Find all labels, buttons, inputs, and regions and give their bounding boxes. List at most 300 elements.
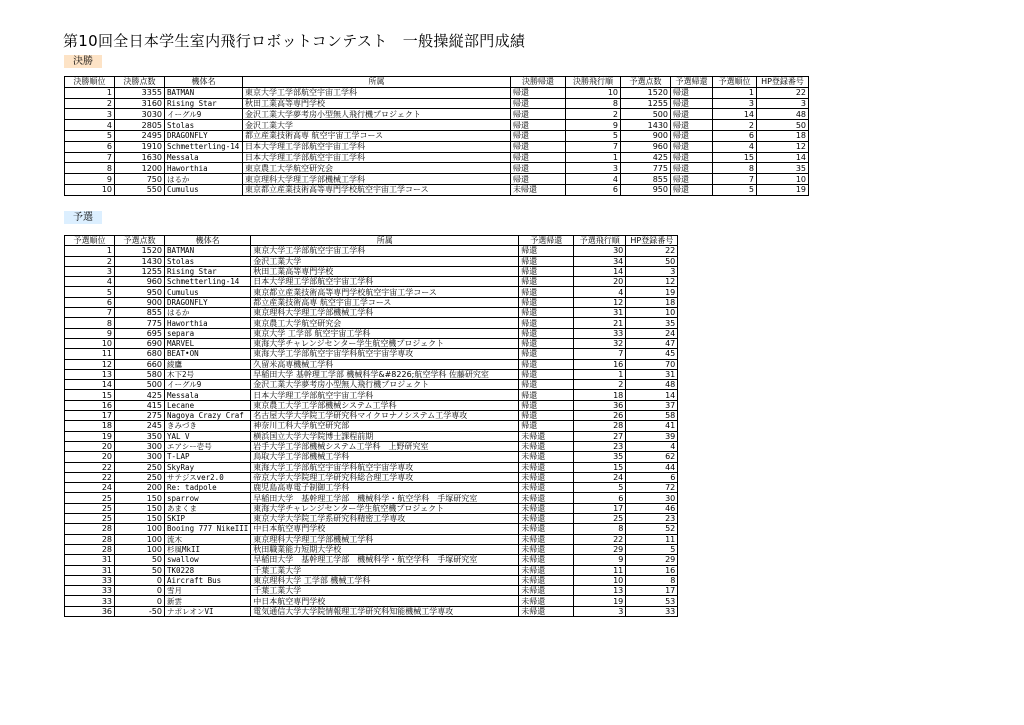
table-cell: YAL V (165, 431, 251, 441)
table-cell: BATMAN (165, 246, 251, 256)
table-row (65, 184, 809, 195)
table-cell: DRAGONFLY (165, 130, 243, 141)
final-header-cell: 決勝順位 (65, 77, 115, 88)
table-cell: 8 (65, 163, 115, 174)
table-cell: 14 (65, 380, 115, 390)
table-row (65, 287, 678, 297)
table-row (65, 606, 678, 616)
table-cell: T-LAP (165, 452, 251, 462)
table-cell: 50 (757, 120, 809, 131)
table-cell: 32 (574, 338, 626, 348)
table-cell: 100 (115, 544, 165, 554)
prelim-header-row (65, 236, 678, 246)
table-cell: 10 (626, 308, 678, 318)
table-cell: 東海大学チャレンジセンター学生航空機プロジェクト (251, 338, 519, 348)
table-cell: Stolas (165, 256, 251, 266)
table-cell: Booing 777 NikeIII (165, 524, 251, 534)
table-cell: 9 (65, 174, 115, 185)
table-cell: 48 (757, 109, 809, 120)
table-cell: 帰還 (511, 163, 566, 174)
table-cell: 1255 (115, 266, 165, 276)
table-cell: 50 (115, 565, 165, 575)
table-cell: 1255 (621, 98, 671, 109)
table-cell: 東京農工大学工学部機械システム工学科 (251, 400, 519, 410)
table-cell: 18 (626, 297, 678, 307)
table-cell: 20 (65, 452, 115, 462)
table-cell: 17 (574, 503, 626, 513)
table-row (65, 308, 678, 318)
table-cell: 22 (757, 87, 809, 98)
table-cell: 帰還 (519, 338, 574, 348)
final-results-table (64, 76, 809, 196)
table-cell: 神奈川工科大学航空研究部 (251, 421, 519, 431)
table-row (65, 109, 809, 120)
table-cell: 300 (115, 452, 165, 462)
table-cell: 24 (626, 328, 678, 338)
table-cell: 10 (757, 174, 809, 185)
table-cell: 11 (626, 534, 678, 544)
table-cell: 未帰還 (519, 483, 574, 493)
table-row (65, 390, 678, 400)
table-cell: 28 (65, 534, 115, 544)
table-cell: 425 (621, 152, 671, 163)
table-cell: 雪月 (165, 586, 251, 596)
table-cell: 31 (574, 308, 626, 318)
table-cell: 7 (65, 308, 115, 318)
table-cell: 帰還 (519, 266, 574, 276)
table-cell: 帰還 (671, 109, 713, 120)
table-cell: 帰還 (519, 421, 574, 431)
table-cell: 1430 (621, 120, 671, 131)
table-cell: 250 (115, 462, 165, 472)
table-cell: 4 (566, 174, 621, 185)
table-cell: separa (165, 328, 251, 338)
table-cell: 5 (626, 544, 678, 554)
prelim-header-cell: 予選点数 (115, 236, 165, 246)
table-cell: SkyRay (165, 462, 251, 472)
table-cell: Re: tadpole (165, 483, 251, 493)
table-row (65, 524, 678, 534)
table-cell: 秋田工業高等専門学校 (251, 266, 519, 276)
table-cell: 1 (574, 369, 626, 379)
table-cell: 4 (65, 277, 115, 287)
table-cell: 150 (115, 514, 165, 524)
table-cell: 100 (115, 524, 165, 534)
table-cell: 帰還 (519, 318, 574, 328)
table-cell: 9 (65, 328, 115, 338)
table-cell: 30 (574, 246, 626, 256)
table-cell: 4 (574, 287, 626, 297)
table-cell: サテジスver2.0 (165, 472, 251, 482)
table-row (65, 493, 678, 503)
table-cell: SKIP (165, 514, 251, 524)
table-cell: 20 (65, 441, 115, 451)
table-row (65, 277, 678, 287)
table-cell: 855 (621, 174, 671, 185)
table-cell: 3 (566, 163, 621, 174)
table-cell: 東京理科大学理工学部機械工学科 (251, 534, 519, 544)
table-cell: 58 (626, 411, 678, 421)
table-cell: 28 (65, 544, 115, 554)
table-cell: 帰還 (511, 152, 566, 163)
table-cell: 未帰還 (519, 555, 574, 565)
table-row (65, 431, 678, 441)
table-cell: 帰還 (519, 297, 574, 307)
table-cell: 5 (65, 130, 115, 141)
table-cell: 695 (115, 328, 165, 338)
table-cell: 15 (713, 152, 757, 163)
table-cell: 横浜国立大学大学院博士課程前期 (251, 431, 519, 441)
table-cell: 12 (65, 359, 115, 369)
table-cell: 千葉工業大学 (251, 586, 519, 596)
final-header-cell: 所属 (243, 77, 511, 88)
table-cell: 580 (115, 369, 165, 379)
table-cell: 48 (626, 380, 678, 390)
table-cell: 2805 (115, 120, 165, 131)
table-cell: 10 (65, 184, 115, 195)
table-cell: 6 (566, 184, 621, 195)
table-cell: 855 (115, 308, 165, 318)
table-row (65, 544, 678, 554)
table-cell: 6 (713, 130, 757, 141)
table-cell: 帰還 (671, 98, 713, 109)
table-cell: 岩手大学工学部機械システム工学科 上野研究室 (251, 441, 519, 451)
table-cell: 帰還 (511, 174, 566, 185)
table-cell: 12 (574, 297, 626, 307)
table-cell: 10 (574, 575, 626, 585)
table-cell: 30 (626, 493, 678, 503)
table-cell: 帰還 (519, 246, 574, 256)
table-row (65, 266, 678, 276)
table-cell: 早稲田大学 基幹理工学部 機械科学・航空学科 手塚研究室 (251, 493, 519, 503)
table-cell: 帰還 (519, 411, 574, 421)
table-cell: Rising Star (165, 266, 251, 276)
table-cell: -50 (115, 606, 165, 616)
table-cell: 帰還 (511, 130, 566, 141)
table-cell: 東海大学チャレンジセンター学生航空機プロジェクト (251, 503, 519, 513)
table-cell: 6 (65, 297, 115, 307)
table-cell: 帰還 (519, 277, 574, 287)
table-cell: 金沢工業大学 (243, 120, 511, 131)
table-row (65, 359, 678, 369)
prelim-header-cell: 所属 (251, 236, 519, 246)
table-cell: 3 (757, 98, 809, 109)
table-cell: sparrow (165, 493, 251, 503)
table-cell: BATMAN (165, 87, 243, 98)
table-cell: 21 (574, 318, 626, 328)
table-cell: BEAT•ON (165, 349, 251, 359)
table-cell: 1200 (115, 163, 165, 174)
table-cell: 18 (574, 390, 626, 400)
table-cell: 6 (626, 472, 678, 482)
table-cell: 950 (621, 184, 671, 195)
table-cell: 13 (574, 586, 626, 596)
table-row (65, 174, 809, 185)
table-cell: 東京理科大学理工学部機械工学科 (243, 174, 511, 185)
table-row (65, 98, 809, 109)
table-cell: 帰還 (519, 287, 574, 297)
table-cell: 帰還 (519, 349, 574, 359)
table-cell: はるか (165, 308, 251, 318)
table-cell: 900 (621, 130, 671, 141)
table-cell: 19 (757, 184, 809, 195)
table-cell: 東京大学工学部航空宇宙工学科 (243, 87, 511, 98)
table-cell: 18 (65, 421, 115, 431)
table-cell: 24 (574, 472, 626, 482)
table-cell: 22 (65, 472, 115, 482)
table-cell: 18 (757, 130, 809, 141)
table-cell: 0 (115, 586, 165, 596)
table-cell: 44 (626, 462, 678, 472)
final-header-cell: 決勝帰還 (511, 77, 566, 88)
table-row (65, 87, 809, 98)
table-cell: 鳥取大学工学部機械工学科 (251, 452, 519, 462)
table-cell: 33 (65, 586, 115, 596)
table-cell: 775 (115, 318, 165, 328)
table-cell: 9 (574, 555, 626, 565)
table-cell: 帰還 (511, 141, 566, 152)
table-cell: 1520 (621, 87, 671, 98)
table-cell: 14 (757, 152, 809, 163)
table-cell: 12 (757, 141, 809, 152)
table-cell: 東海大学工学部航空宇宙学科航空宇宙学専攻 (251, 462, 519, 472)
table-cell: 6 (574, 493, 626, 503)
table-cell: 35 (757, 163, 809, 174)
table-cell: 27 (574, 431, 626, 441)
table-cell: 11 (574, 565, 626, 575)
table-row (65, 380, 678, 390)
table-cell: 4 (713, 141, 757, 152)
table-cell: 木下2号 (165, 369, 251, 379)
table-cell: 25 (65, 503, 115, 513)
table-row (65, 369, 678, 379)
table-row (65, 163, 809, 174)
table-row (65, 534, 678, 544)
table-cell: 72 (626, 483, 678, 493)
table-cell: 綾鷹 (165, 359, 251, 369)
table-cell: 17 (626, 586, 678, 596)
table-cell: 未帰還 (519, 606, 574, 616)
table-cell: 550 (115, 184, 165, 195)
table-cell: 帰還 (671, 120, 713, 131)
table-cell: 23 (626, 514, 678, 524)
table-cell: 15 (574, 462, 626, 472)
table-row (65, 152, 809, 163)
table-cell: Rising Star (165, 98, 243, 109)
table-cell: 4 (65, 120, 115, 131)
table-cell: MARVEL (165, 338, 251, 348)
table-cell: 新雲 (165, 596, 251, 606)
table-cell: 3 (65, 109, 115, 120)
table-cell: 53 (626, 596, 678, 606)
table-cell: 5 (566, 130, 621, 141)
table-cell: 70 (626, 359, 678, 369)
table-cell: 3030 (115, 109, 165, 120)
table-cell: 中日本航空専門学校 (251, 596, 519, 606)
prelim-section-label: 予選 (64, 211, 102, 224)
table-cell: 35 (574, 452, 626, 462)
table-cell: 帰還 (519, 390, 574, 400)
table-cell: 帰還 (519, 256, 574, 266)
table-cell: 24 (65, 483, 115, 493)
table-cell: イーグル9 (165, 380, 251, 390)
table-cell: 33 (626, 606, 678, 616)
table-cell: 久留米高専機械工学科 (251, 359, 519, 369)
table-cell: 中日本航空専門学校 (251, 524, 519, 534)
table-cell: 775 (621, 163, 671, 174)
table-row (65, 503, 678, 513)
table-cell: 660 (115, 359, 165, 369)
table-cell: 1 (566, 152, 621, 163)
table-cell: 8 (65, 318, 115, 328)
table-cell: 45 (626, 349, 678, 359)
table-cell: 流木 (165, 534, 251, 544)
table-row (65, 452, 678, 462)
table-cell: 1 (65, 87, 115, 98)
table-cell: 33 (574, 328, 626, 338)
table-cell: 275 (115, 411, 165, 421)
table-cell: 5 (713, 184, 757, 195)
table-cell: 39 (626, 431, 678, 441)
table-row (65, 575, 678, 585)
table-cell: 2 (65, 256, 115, 266)
table-cell: 未帰還 (519, 534, 574, 544)
table-cell: 未帰還 (519, 544, 574, 554)
table-cell: Lecane (165, 400, 251, 410)
table-cell: Schmetterling-14 (165, 277, 251, 287)
table-cell: 100 (115, 534, 165, 544)
table-cell: 23 (574, 441, 626, 451)
table-row (65, 555, 678, 565)
final-header-cell: 決勝飛行順 (566, 77, 621, 88)
table-cell: 5 (574, 483, 626, 493)
table-cell: 29 (574, 544, 626, 554)
table-cell: 22 (65, 462, 115, 472)
table-cell: 未帰還 (519, 431, 574, 441)
final-header-cell: 決勝点数 (115, 77, 165, 88)
table-cell: 千葉工業大学 (251, 565, 519, 575)
table-cell: 1630 (115, 152, 165, 163)
page-title: 第10回全日本学生室内飛行ロボットコンテスト 一般操縦部門成績 (63, 32, 526, 50)
table-row (65, 318, 678, 328)
table-cell: 41 (626, 421, 678, 431)
table-cell: 2 (65, 98, 115, 109)
table-row (65, 596, 678, 606)
table-cell: 62 (626, 452, 678, 462)
table-cell: 3355 (115, 87, 165, 98)
final-header-row (65, 77, 809, 88)
table-cell: 2 (566, 109, 621, 120)
table-cell: 日本大学理工学部航空宇宙工学科 (243, 152, 511, 163)
table-row (65, 483, 678, 493)
table-cell: 200 (115, 483, 165, 493)
table-cell: 11 (65, 349, 115, 359)
table-cell: 33 (65, 575, 115, 585)
table-cell: 25 (65, 493, 115, 503)
table-cell: きみづき (165, 421, 251, 431)
table-cell: 25 (574, 514, 626, 524)
table-cell: 金沢工業大学夢考房小型無人飛行機プロジェクト (243, 109, 511, 120)
table-cell: 17 (65, 411, 115, 421)
table-cell: 26 (574, 411, 626, 421)
table-cell: 7 (566, 141, 621, 152)
table-cell: 東京理科大学 工学部 機械工学科 (251, 575, 519, 585)
table-cell: 未帰還 (519, 452, 574, 462)
table-cell: Aircraft Bus (165, 575, 251, 585)
table-cell: 16 (626, 565, 678, 575)
table-cell: Messala (165, 152, 243, 163)
table-cell: 未帰還 (519, 472, 574, 482)
table-cell: 10 (566, 87, 621, 98)
prelim-header-cell: HP登録番号 (626, 236, 678, 246)
table-cell: 46 (626, 503, 678, 513)
table-cell: 14 (713, 109, 757, 120)
table-cell: 31 (65, 565, 115, 575)
table-cell: 16 (65, 400, 115, 410)
table-row (65, 297, 678, 307)
table-cell: 31 (626, 369, 678, 379)
table-row (65, 472, 678, 482)
table-cell: 帰還 (519, 359, 574, 369)
table-cell: 9 (566, 120, 621, 131)
final-header-cell: HP登録番号 (757, 77, 809, 88)
table-cell: 東京都立産業技術高等専門学校航空宇宙工学コース (251, 287, 519, 297)
table-cell: 早稲田大学 基幹理工学部 機械科学&#8226;航空学科 佐藤研究室 (251, 369, 519, 379)
table-cell: 未帰還 (519, 503, 574, 513)
table-cell: 帰還 (671, 130, 713, 141)
table-cell: 4 (626, 441, 678, 451)
table-cell: 425 (115, 390, 165, 400)
table-row (65, 256, 678, 266)
table-cell: 未帰還 (519, 462, 574, 472)
table-cell: 帰還 (671, 152, 713, 163)
table-cell: 未帰還 (519, 441, 574, 451)
table-cell: 33 (65, 596, 115, 606)
table-cell: 東京農工大学航空研究会 (243, 163, 511, 174)
table-cell: あまくま (165, 503, 251, 513)
table-cell: Haworthia (165, 318, 251, 328)
table-cell: 8 (626, 575, 678, 585)
table-cell: 16 (574, 359, 626, 369)
table-cell: 150 (115, 503, 165, 513)
table-row (65, 246, 678, 256)
table-cell: 8 (566, 98, 621, 109)
table-cell: 680 (115, 349, 165, 359)
table-row (65, 586, 678, 596)
table-cell: 都立産業技術高専 航空宇宙工学コース (251, 297, 519, 307)
table-cell: 帰還 (511, 98, 566, 109)
table-cell: 秋田職業能力短期大学校 (251, 544, 519, 554)
prelim-results-table (64, 235, 678, 617)
table-cell: Messala (165, 390, 251, 400)
table-cell: 帰還 (671, 141, 713, 152)
table-cell: 8 (574, 524, 626, 534)
table-cell: 都立産業技術高専 航空宇宙工学コース (243, 130, 511, 141)
table-cell: 日本大学理工学部航空宇宙工学科 (251, 277, 519, 287)
table-cell: 28 (65, 524, 115, 534)
table-cell: 14 (574, 266, 626, 276)
table-cell: 2495 (115, 130, 165, 141)
table-cell: ナポレオンVI (165, 606, 251, 616)
table-cell: 31 (65, 555, 115, 565)
table-cell: 3 (65, 266, 115, 276)
table-cell: 帰還 (671, 163, 713, 174)
table-cell: 50 (115, 555, 165, 565)
table-cell: 1 (713, 87, 757, 98)
final-section-label: 決勝 (64, 55, 102, 68)
table-cell: 960 (115, 277, 165, 287)
table-cell: 13 (65, 369, 115, 379)
